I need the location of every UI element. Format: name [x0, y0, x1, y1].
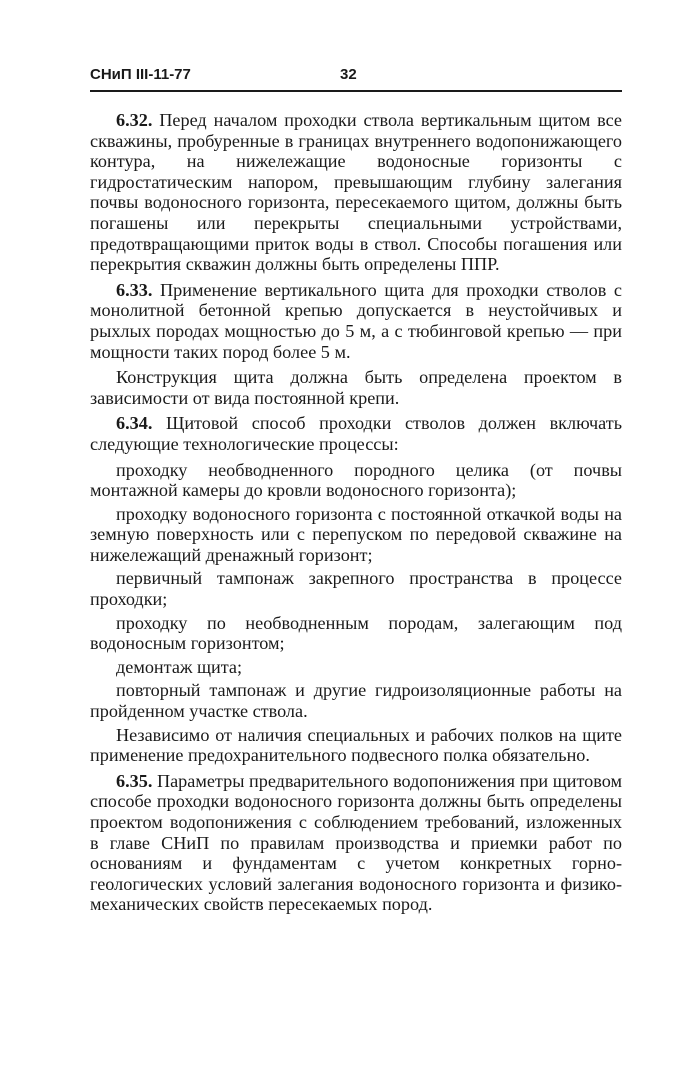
paragraph-6-34	[90, 413, 622, 454]
paragraph-text: Параметры предварительного водопонижения при щитовом способе проходки водоносного горизонта должны быть определены проектом водопонижения с соблюдением требований, изложенных в главе СНиП по правилам производства и приемки работ по основаниям и фундаментам с учетом конкретных горно-геологических условий залегания водоносного горизонта и физико-механических свойств пересекаемых пород.	[90, 770, 622, 915]
list-item-text: повторный тампонаж и другие гидроизоляционные работы на пройденном участке ствола.	[90, 680, 622, 722]
list-item-process-4	[90, 613, 622, 654]
list-item-process-6	[90, 680, 622, 721]
paragraph-shield-design	[90, 367, 622, 408]
list-item-process-2	[90, 504, 622, 566]
document-body	[90, 110, 622, 915]
paragraph-text: Независимо от наличия специальных и рабочих полков на щите применение предохранительного подвесного полка обязательно.	[90, 724, 622, 766]
list-item-text: проходку водоносного горизонта с постоянной откачкой воды на земную поверхность или с перепуском по передовой скважине на нижележащий дренажный горизонт;	[90, 503, 622, 565]
page-header	[90, 60, 622, 92]
list-item-text: проходку необводненного породного целика (от почвы монтажной камеры до кровли водоносного горизонта);	[90, 459, 622, 501]
paragraph-safety-deck	[90, 725, 622, 766]
paragraph-6-32	[90, 110, 622, 275]
paragraph-text: Применение вертикального щита для проходки стволов с монолитной бетонной крепью допускается в неустойчивых и рыхлых породах мощностью до 5 м, а с тюбинговой крепью — при мощности таких пород более 5 м.	[90, 279, 622, 362]
clause-number: 6.33.	[116, 279, 153, 300]
list-item-text: проходку по необводненным породам, залегающим под водоносным горизонтом;	[90, 612, 622, 654]
list-item-process-3	[90, 568, 622, 609]
list-item-process-5	[90, 657, 622, 678]
document-code: СНиП III-11-77	[90, 66, 191, 83]
list-item-text: первичный тампонаж закрепного пространства в процессе проходки;	[90, 568, 622, 610]
paragraph-text: Перед началом проходки ствола вертикальным щитом все скважины, пробуренные в границах внутреннего водопонижающего контура, на нижележащие водоносные горизонты с гидростатическим напором, превышающим глубину залегания почвы водоносного горизонта, пересекаемого щитом, должны быть погашены или перекрыты специальными устройствами, предотвращающими приток воды в ствол. Способы погашения или перекрытия скважин должны быть определены ППР.	[90, 110, 622, 275]
paragraph-text: Щитовой способ проходки стволов должен включать следующие технологические процессы:	[90, 413, 622, 454]
clause-number: 6.34.	[116, 413, 153, 434]
clause-number: 6.35.	[116, 770, 153, 791]
paragraph-6-35	[90, 771, 622, 915]
paragraph-6-33	[90, 280, 622, 362]
list-item-text: демонтаж щита;	[116, 656, 243, 677]
clause-number: 6.32.	[116, 110, 153, 130]
document-page	[90, 60, 622, 920]
paragraph-text: Конструкция щита должна быть определена проектом в зависимости от вида постоянной крепи.	[90, 367, 622, 408]
list-item-process-1	[90, 460, 622, 501]
page-number: 32	[340, 66, 357, 83]
